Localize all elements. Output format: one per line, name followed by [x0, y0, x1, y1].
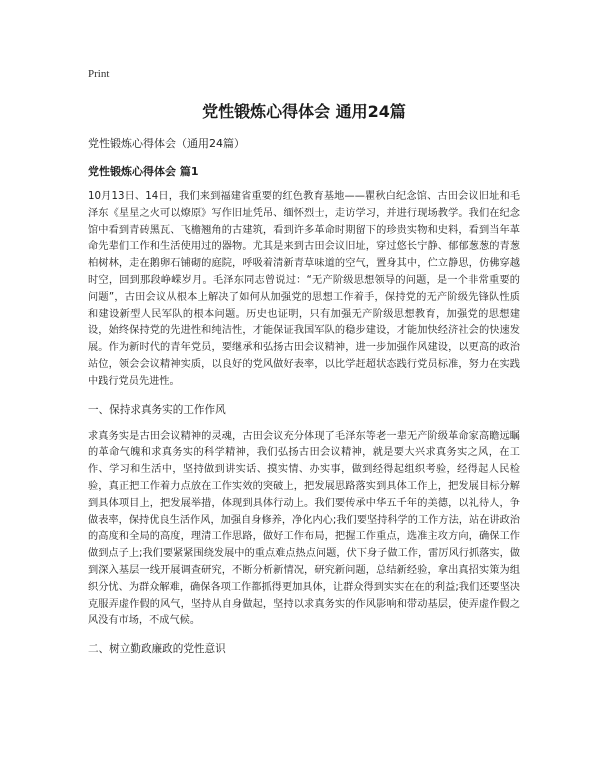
- document-subtitle: 党性锻炼心得体会（通用24篇）: [88, 137, 245, 150]
- document-title: 党性锻炼心得体会 通用24篇: [202, 102, 406, 121]
- heading-two: 二、树立勤政廉政的党性意识: [88, 643, 226, 656]
- print-label: Print: [88, 68, 110, 80]
- document-page: [88, 68, 520, 668]
- section-title: 党性锻炼心得体会 篇1: [88, 165, 199, 178]
- heading-one: 一、保持求真务实的工作作风: [88, 403, 226, 416]
- paragraph-intro: 10月13日、14日，我们来到福建省重要的红色教育基地——瞿秋白纪念馆、古田会议旧址和毛泽东《星星之火可以燎原》写作旧址凭吊、缅怀烈士，走访学习，并进行现场教学。我们在纪念馆中看到青砖黑瓦、飞檐翘角的古建筑，看到许多革命时期留下的珍贵实物和史料，看到当年革命先辈们工作和生活使用过的器物。尤其是来到古田会议旧址，穿过悠长宁静、郁郁葱葱的青葱柏树林，走在鹅卵石铺砌的庭院，呼吸着清新青草味道的空气，置身其中，伫立静思，仿佛穿越时空，回到那段峥嵘岁月。毛泽东同志曾说过：“无产阶级思想领导的问题，是一个非常重要的问题”，古田会议从根本上解决了如何从加强党的思想工作着手，保持党的无产阶级先锋队性质和建设新型人民军队的根本问题。历史也证明，只有加强无产阶级思想教育，加强党的思想建设，始终保持党的先进性和纯洁性，才能保证我国军队的稳步建设，才能加快经济社会的快速发展。作为新时代的青年党员，要继承和弘扬古田会议精神，进一步加强作风建设，以更高的政治站位，领会会议精神实质，以良好的党风做好表率，以比学赶超状态践行党员标准，努力在实践中践行党员先进性。: [88, 191, 520, 387]
- paragraph-work-style: 求真务实是古田会议精神的灵魂，古田会议充分体现了毛泽东等老一辈无产阶级革命家高瞻远瞩的革命气魄和求真务实的科学精神，我们弘扬古田会议精神，就是要大兴求真务实之风，在工作、学习和生活中，坚持做到讲实话、摸实情、办实事，做到经得起组织考验，经得起人民检验，真正把工作着力点放在工作实效的突破上，把发展思路落实到具体工作上，把发展目标分解到具体项目上，把发展举措，体现到具体行动上。我们要传承中华五千年的美德，以礼待人，争做表率，保持优良生活作风，加强自身修养，净化内心;我们要坚持科学的工作方法，站在讲政治的高度和全局的高度，理清工作思路，做好工作布局，把握工作重点，选准主攻方向，确保工作做到点子上;我们要紧紧围绕发展中的重点难点热点问题，伏下身子做工作，雷厉风行抓落实，做到深入基层一线开展调查研究，不断分析新情况，研究新问题，总结新经验，拿出真招实策为组织分忧、为群众解难，确保各项工作都抓得更加具体，让群众得到实实在在的利益;我们还要坚决克服弄虚作假的风气，坚持从自身做起，坚持以求真务实的作风影响和带动基层，使弄虚作假之风没有市场，不成气候。: [88, 430, 520, 627]
